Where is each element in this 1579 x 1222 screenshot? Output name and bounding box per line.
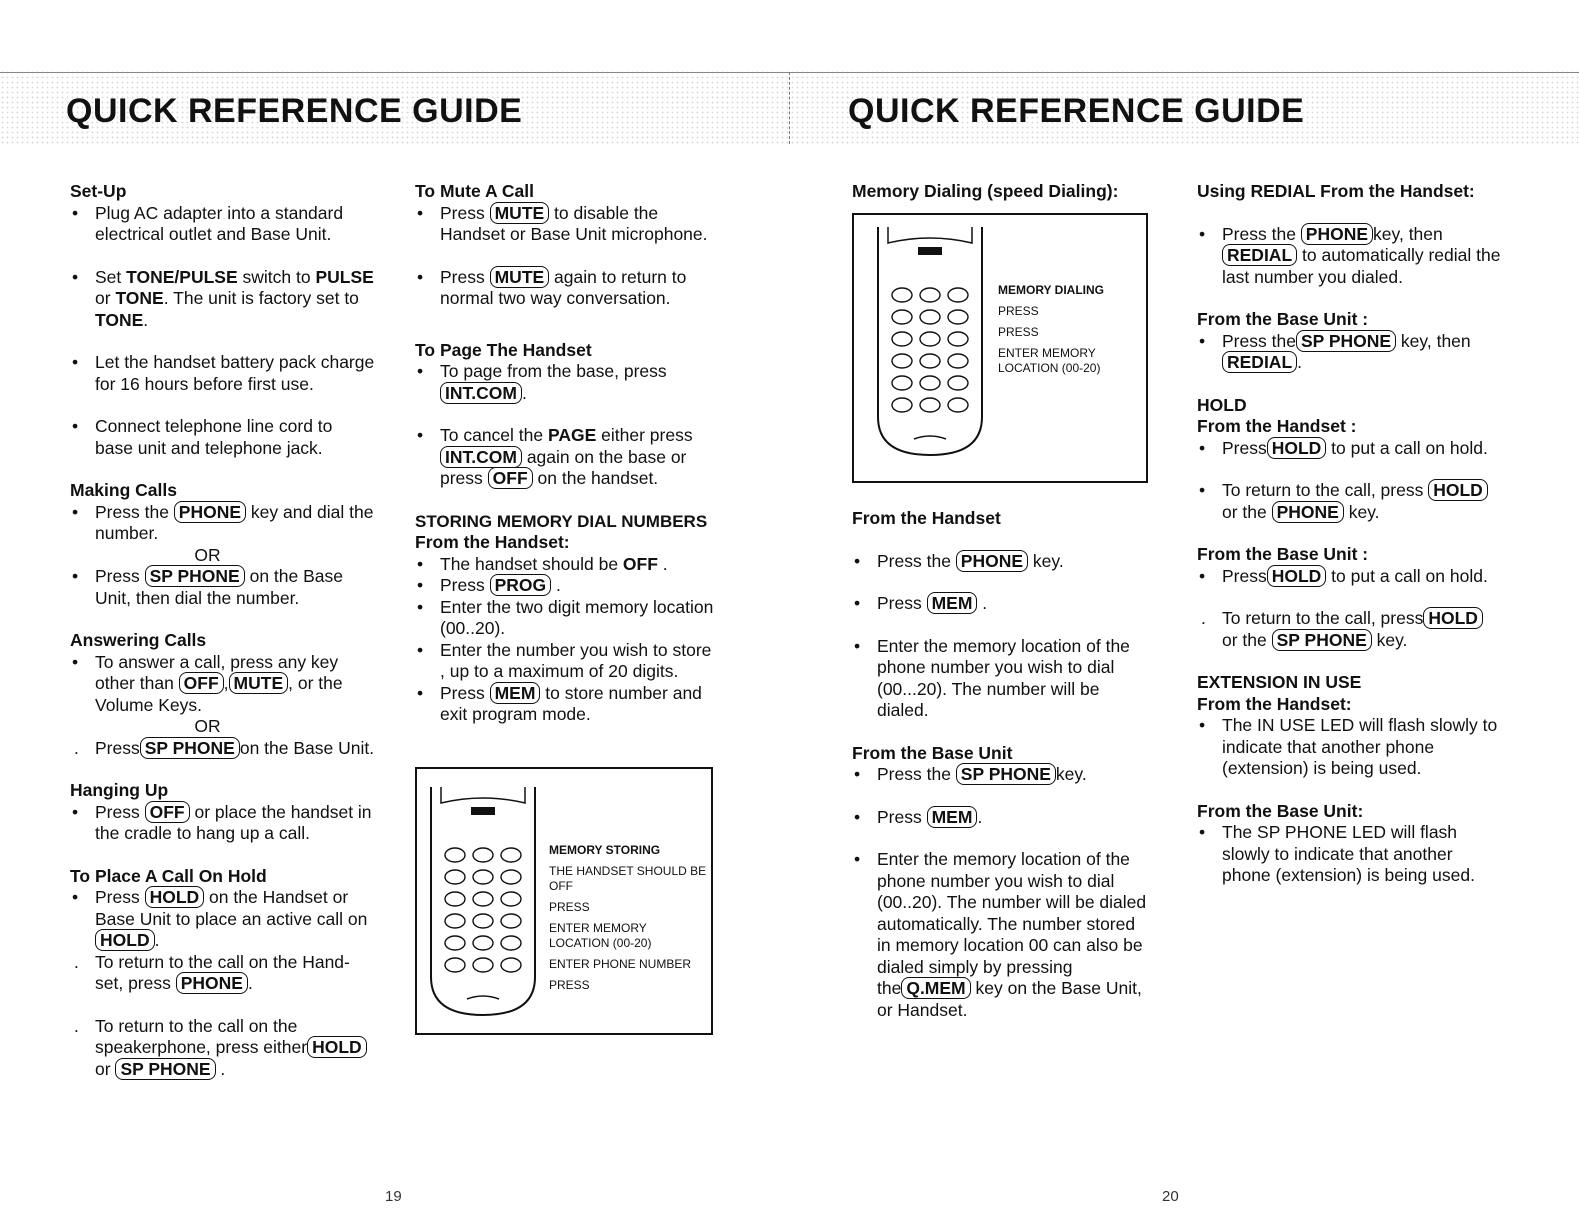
list-item: • Enter the memory location of the phone number you wish to dial (00..20). The number will be dialed automatically. The number stored in memory location 00 can also be dialed simply by pressing the Q.MEM key on the Base Unit, or Handset. — [852, 849, 1152, 1021]
list-item: • To return to the call, press HOLD or the PHONE key. — [1197, 480, 1502, 523]
hold-key: HOLD — [1267, 437, 1327, 459]
phone-key: PHONE — [956, 550, 1028, 572]
list-item: • Press the PHONE key and dial the number. — [70, 502, 375, 545]
list-item: • Press MUTE to disable the Handset or Base Unit microphone. — [415, 203, 715, 246]
intcom-key: INT.COM — [440, 382, 522, 404]
phone-key: PHONE — [1272, 501, 1344, 523]
hold-key: HOLD — [1423, 607, 1483, 629]
list-item: • Press HOLD on the Handset or Base Unit to place an active call on HOLD . — [70, 887, 375, 952]
list-item: • Press MEM . — [852, 807, 1152, 829]
list-item: • Press MEM to store number and exit program mode. — [415, 683, 715, 726]
phone-key: PHONE — [176, 972, 248, 994]
prog-key: PROG — [490, 574, 552, 596]
list-item: • Press SP PHONE on the Base Unit, then dial the number. — [70, 566, 375, 609]
mem-key: MEM — [490, 682, 541, 704]
page-number-right: 20 — [1162, 1188, 1179, 1205]
list-item: • Press OFF or place the handset in the cradle to hang up a call. — [70, 802, 375, 845]
memory-dialing-heading: Memory Dialing (speed Dialing): — [852, 181, 1119, 201]
memory-dialing-steps: MEMORY DIALING PRESS PRESS ENTER MEMORY LOCATION (00-20) — [998, 283, 1105, 375]
intcom-key: INT.COM — [440, 446, 522, 468]
list-item: • To page from the base, press INT.COM . — [415, 361, 715, 404]
sp-phone-key: SP PHONE — [115, 1058, 215, 1080]
hold-key: HOLD — [145, 886, 205, 908]
redial-key: REDIAL — [1222, 244, 1297, 266]
list-item: • Press the SP PHONE key, then REDIAL . — [1197, 331, 1502, 374]
list-item: • Enter the number you wish to store , up to a maximum of 20 digits. — [415, 640, 715, 683]
memory-storing-figure — [415, 767, 713, 1035]
list-item: • Press PROG . — [415, 575, 715, 597]
page-title-left: QUICK REFERENCE GUIDE — [66, 92, 523, 130]
list-item: • Press the PHONE key. — [852, 551, 1152, 573]
handset-illustration — [427, 787, 539, 1017]
hold-handset-heading: From the Handset : — [1197, 416, 1357, 436]
off-key: OFF — [145, 801, 190, 823]
off-key: OFF — [179, 672, 224, 694]
from-base-heading: From the Base Unit — [852, 742, 1013, 763]
sp-phone-key: SP PHONE — [1272, 629, 1372, 651]
sp-phone-key: SP PHONE — [145, 565, 245, 587]
extension-base-heading: From the Base Unit: — [1197, 800, 1364, 821]
list-item: • Plug AC adapter into a standard electrical outlet and Base Unit. — [70, 203, 375, 246]
or-label: OR — [194, 716, 221, 736]
list-item: • Press the PHONE key, then REDIAL to automatically redial the last number you dialed. — [1197, 224, 1502, 289]
hold-key: HOLD — [1267, 565, 1327, 587]
qmem-key: Q.MEM — [901, 977, 970, 999]
storing-heading: STORING MEMORY DIAL NUMBERS — [415, 511, 708, 531]
column-1 — [70, 181, 375, 1080]
handset-illustration — [874, 227, 986, 457]
redial-heading: Using REDIAL From the Handset: — [1197, 181, 1475, 201]
column-3 — [852, 181, 1152, 203]
sp-phone-key: SP PHONE — [1296, 330, 1396, 352]
list-item: • To cancel the PAGE either press INT.COM again on the base or press OFF on the handset. — [415, 425, 715, 490]
mute-key: MUTE — [490, 266, 550, 288]
hold-heading: To Place A Call On Hold — [70, 865, 267, 886]
sp-phone-key: SP PHONE — [956, 763, 1056, 785]
mute-heading: To Mute A Call — [415, 181, 534, 201]
list-item: • The SP PHONE LED will flash slowly to indicate that another phone (extension) is being used. — [1197, 822, 1502, 887]
sp-phone-key: SP PHONE — [140, 737, 240, 759]
mem-key: MEM — [927, 806, 978, 828]
storing-subheading: From the Handset: — [415, 532, 570, 552]
or-label: OR — [194, 544, 221, 565]
page-title-right: QUICK REFERENCE GUIDE — [848, 92, 1305, 130]
memory-dialing-figure — [852, 213, 1148, 483]
list-item: • Let the handset battery pack charge for 16 hours before first use. — [70, 352, 375, 395]
column-3-body — [852, 508, 1152, 1021]
list-item: • Press the SP PHONE key. — [852, 764, 1152, 786]
making-calls-heading: Making Calls — [70, 480, 177, 500]
redial-key: REDIAL — [1222, 351, 1297, 373]
mem-key: MEM — [927, 592, 978, 614]
hold-base-heading: From the Base Unit : — [1197, 544, 1369, 564]
column-4 — [1197, 181, 1502, 887]
extension-heading: EXTENSION IN USE — [1197, 672, 1362, 692]
list-item: • To answer a call, press any key other than OFF , MUTE , or the Volume Keys. — [70, 652, 375, 717]
setup-heading: Set-Up — [70, 181, 127, 201]
column-2 — [415, 181, 715, 726]
list-item: . To return to the call, press HOLD or the SP PHONE key. — [1197, 608, 1502, 651]
off-key: OFF — [488, 467, 533, 489]
phone-key: PHONE — [174, 501, 246, 523]
redial-base-heading: From the Base Unit : — [1197, 309, 1369, 329]
list-item: • The handset should be OFF . — [415, 554, 715, 576]
list-item: • Press HOLD to put a call on hold. — [1197, 566, 1502, 588]
answering-calls-heading: Answering Calls — [70, 630, 207, 650]
list-item: • Enter the two digit memory location (00..20). — [415, 597, 715, 640]
list-item: . To return to the call on the speakerphone, press either HOLD or SP PHONE . — [70, 1016, 375, 1081]
mute-key: MUTE — [229, 672, 289, 694]
hanging-up-heading: Hanging Up — [70, 780, 169, 800]
list-item: • The IN USE LED will flash slowly to indicate that another phone (extension) is being used. — [1197, 715, 1502, 780]
list-item: • Connect telephone line cord to base unit and telephone jack. — [70, 416, 375, 459]
page-right — [790, 0, 1579, 1222]
page-handset-heading: To Page The Handset — [415, 339, 592, 360]
from-handset-heading: From the Handset — [852, 508, 1001, 528]
page-number-left: 19 — [385, 1188, 402, 1205]
hold-key: HOLD — [95, 929, 155, 951]
hold-key: HOLD — [307, 1036, 367, 1058]
list-item: • Set TONE/PULSE switch to PULSE or TONE. The unit is factory set to TONE. — [70, 267, 375, 332]
extension-handset-heading: From the Handset: — [1197, 693, 1352, 714]
mute-key: MUTE — [490, 202, 550, 224]
hold-heading: HOLD — [1197, 394, 1247, 415]
list-item: • Press MEM . — [852, 593, 1152, 615]
hold-key: HOLD — [1428, 479, 1488, 501]
list-item: . To return to the call on the Hand-set, press PHONE . — [70, 952, 375, 995]
list-item: • Press MUTE again to return to normal two way conversation. — [415, 267, 715, 310]
list-item: • Enter the memory location of the phone number you wish to dial (00...20). The number will be dialed. — [852, 636, 1152, 722]
memory-storing-steps: MEMORY STORING THE HANDSET SHOULD BE OFF PRESS ENTER MEMORY LOCATION (00-20) ENTER PHONE NUMBER PRESS — [549, 843, 707, 992]
list-item: . Press SP PHONE on the Base Unit. — [70, 738, 375, 760]
phone-key: PHONE — [1301, 223, 1373, 245]
list-item: • Press HOLD to put a call on hold. — [1197, 438, 1502, 460]
